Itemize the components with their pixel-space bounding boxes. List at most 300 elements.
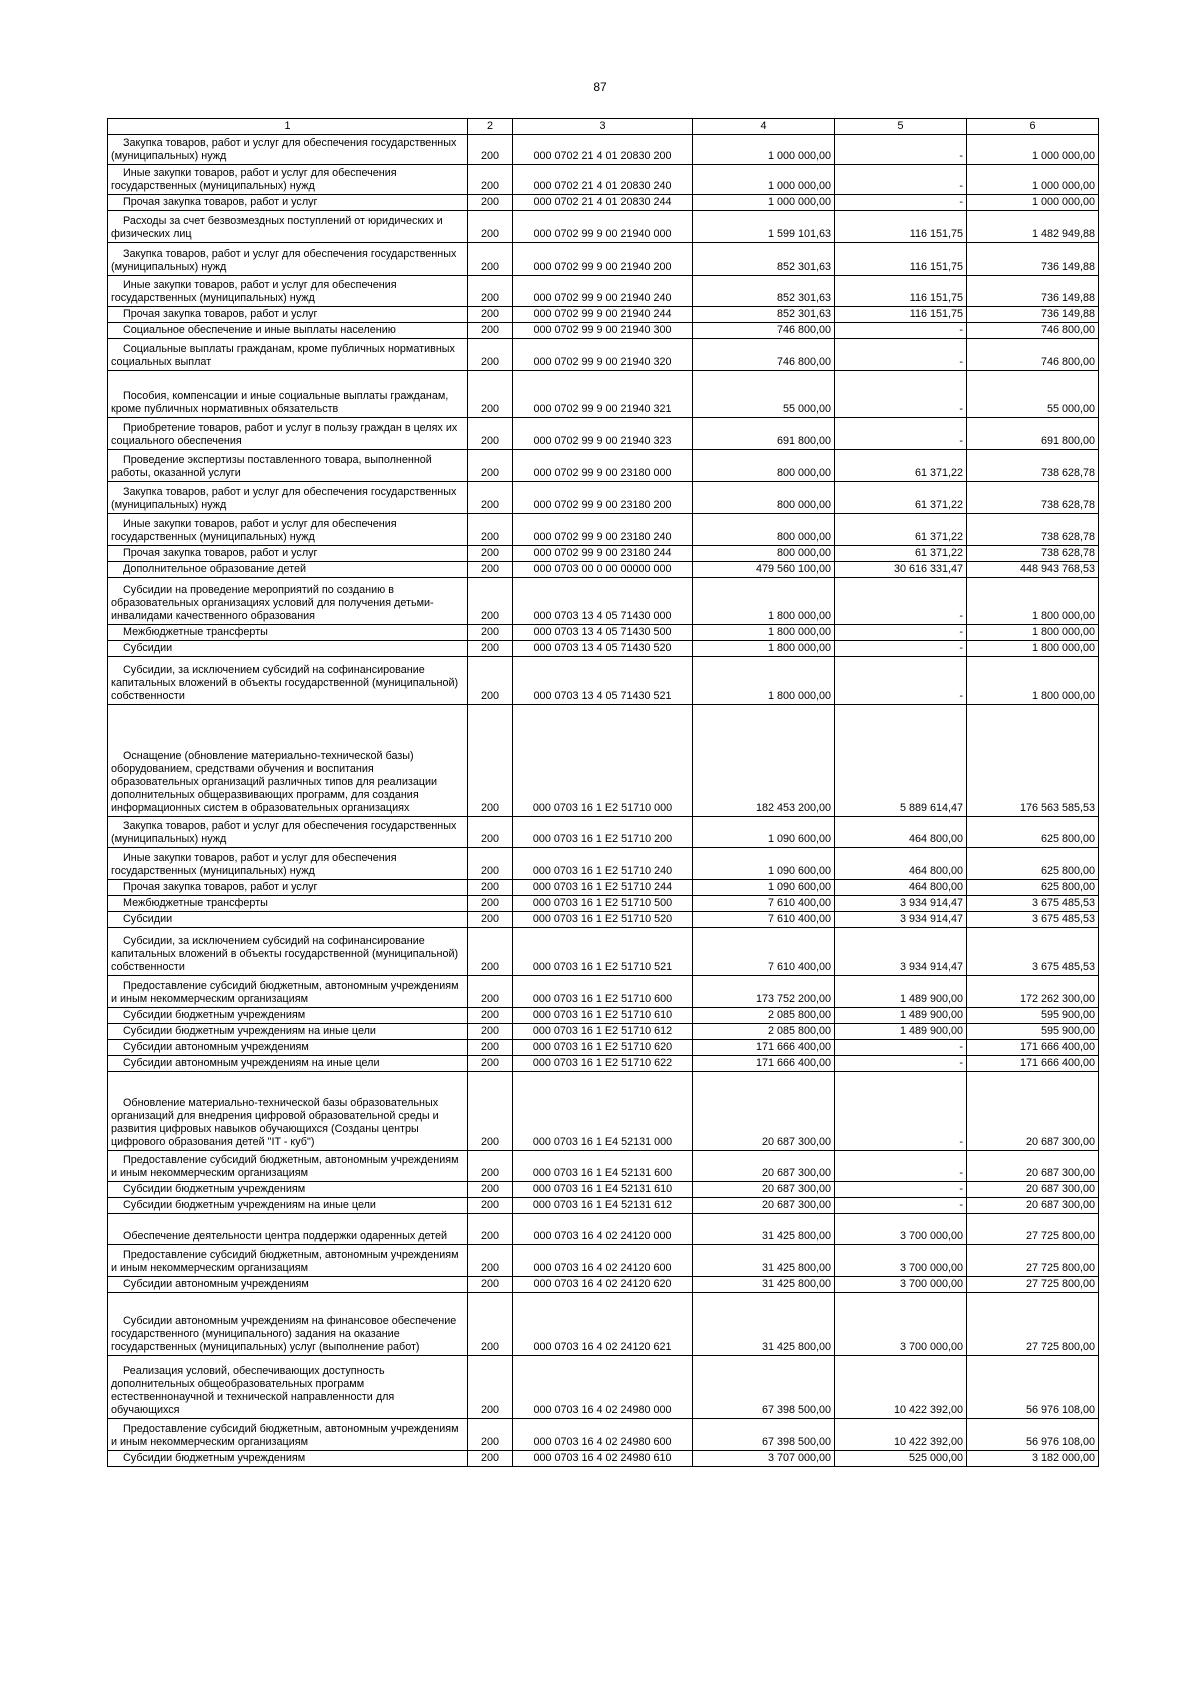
row-name-cell-text: Закупка товаров, работ и услуг для обеспечения государственных (муниципальных) нужд <box>111 137 457 162</box>
row-name-cell <box>108 1277 468 1293</box>
table-row <box>108 976 1099 1008</box>
row-approved-cell <box>693 276 835 307</box>
row-approved-cell <box>693 1056 835 1072</box>
row-name-cell-text: Предоставление субсидий бюджетным, автономным учреждениям и иным некоммерческим организациям <box>111 1423 459 1448</box>
row-remaining-cell <box>967 418 1099 450</box>
row-executed-cell <box>835 243 967 276</box>
row-name-cell-text: Межбюджетные трансферты <box>123 897 268 909</box>
row-grbs-cell-text: 200 <box>480 1230 499 1242</box>
row-executed-cell-text: - <box>959 690 963 702</box>
row-executed-cell-text: - <box>959 150 963 162</box>
row-executed-cell-text: - <box>959 1136 963 1148</box>
row-name-cell-text: Социальное обеспечение и иные выплаты населению <box>123 324 396 336</box>
table-row <box>108 243 1099 276</box>
row-executed-cell-text: - <box>959 356 963 368</box>
row-code-cell-text: 000 0703 16 1 E2 51710 520 <box>532 913 673 925</box>
row-grbs-cell-text: 200 <box>480 1025 499 1037</box>
row-remaining-cell-text: 1 800 000,00 <box>1031 626 1095 638</box>
row-grbs-cell <box>468 1151 513 1182</box>
row-approved-cell <box>693 928 835 976</box>
row-remaining-cell-text: 625 800,00 <box>1040 833 1095 845</box>
row-name-cell <box>108 211 468 243</box>
row-approved-cell-text: 20 687 300,00 <box>761 1199 831 1211</box>
row-code-cell <box>513 1072 693 1151</box>
row-remaining-cell <box>967 1356 1099 1419</box>
row-name-cell-text: Субсидии автономным учреждениям <box>123 1041 309 1053</box>
row-code-cell-text: 000 0703 16 1 E2 51710 600 <box>532 993 673 1005</box>
row-grbs-cell <box>468 339 513 371</box>
row-executed-cell-text: - <box>959 435 963 447</box>
table-row <box>108 1056 1099 1072</box>
row-code-cell <box>513 896 693 912</box>
row-executed-cell-text: 464 800,00 <box>908 881 963 893</box>
table-row <box>108 1451 1099 1467</box>
table-row <box>108 323 1099 339</box>
row-approved-cell <box>693 641 835 657</box>
row-approved-cell <box>693 307 835 323</box>
row-grbs-cell <box>468 1182 513 1198</box>
table-row <box>108 1277 1099 1293</box>
row-executed-cell <box>835 976 967 1008</box>
table-row <box>108 546 1099 562</box>
table-row <box>108 276 1099 307</box>
row-approved-cell <box>693 1072 835 1151</box>
row-executed-cell-text: 5 889 614,47 <box>899 802 963 814</box>
row-name-cell-text: Обеспечение деятельности центра поддержки одаренных детей <box>123 1230 448 1242</box>
row-code-cell-text: 000 0702 99 9 00 21940 000 <box>533 228 672 240</box>
row-remaining-cell <box>967 371 1099 418</box>
row-code-cell <box>513 1277 693 1293</box>
row-code-cell <box>513 1419 693 1451</box>
row-grbs-cell-text: 200 <box>480 1452 499 1464</box>
row-executed-cell-text: - <box>959 180 963 192</box>
row-grbs-cell-text: 200 <box>480 690 499 702</box>
row-remaining-cell-text: 595 900,00 <box>1040 1009 1095 1021</box>
row-code-cell-text: 000 0703 16 1 E4 52131 000 <box>532 1136 673 1148</box>
row-grbs-cell-text: 200 <box>480 1136 499 1148</box>
row-approved-cell-text: 7 610 400,00 <box>767 961 831 973</box>
row-code-cell <box>513 1451 693 1467</box>
row-remaining-cell-text: 625 800,00 <box>1040 881 1095 893</box>
row-executed-cell-text: 3 934 914,47 <box>899 913 963 925</box>
row-name-cell-text: Приобретение товаров, работ и услуг в пользу граждан в целях их социального обеспечения <box>111 422 458 447</box>
row-approved-cell-text: 1 000 000,00 <box>767 196 831 208</box>
row-code-cell-text: 000 0703 16 4 02 24120 000 <box>533 1230 672 1242</box>
row-approved-cell-text: 67 398 500,00 <box>761 1436 831 1448</box>
row-code-cell <box>513 976 693 1008</box>
row-remaining-cell <box>967 211 1099 243</box>
row-remaining-cell-text: 1 000 000,00 <box>1031 196 1095 208</box>
row-grbs-cell-text: 200 <box>480 1041 499 1053</box>
row-executed-cell <box>835 1451 967 1467</box>
row-executed-cell <box>835 848 967 880</box>
row-remaining-cell <box>967 482 1099 514</box>
row-name-cell <box>108 1419 468 1451</box>
row-approved-cell-text: 1 800 000,00 <box>767 642 831 654</box>
row-remaining-cell-text: 20 687 300,00 <box>1025 1183 1095 1195</box>
row-name-cell-text: Проведение экспертизы поставленного товара, выполненной работы, оказанной услуги <box>111 454 432 479</box>
row-grbs-cell-text: 200 <box>480 802 499 814</box>
row-grbs-cell-text: 200 <box>480 1436 499 1448</box>
row-approved-cell-text: 1 090 600,00 <box>767 833 831 845</box>
row-executed-cell-text: 1 489 900,00 <box>899 1009 963 1021</box>
row-code-cell-text: 000 0703 16 1 E2 51710 244 <box>532 881 673 893</box>
row-approved-cell-text: 1 800 000,00 <box>767 690 831 702</box>
row-remaining-cell-text: 625 800,00 <box>1040 865 1095 877</box>
row-approved-cell-text: 852 301,63 <box>776 261 831 273</box>
row-name-cell <box>108 657 468 705</box>
row-name-cell <box>108 165 468 195</box>
row-name-cell-text: Субсидии бюджетным учреждениям <box>123 1452 306 1464</box>
row-name-cell <box>108 307 468 323</box>
row-remaining-cell <box>967 1277 1099 1293</box>
row-approved-cell-text: 55 000,00 <box>782 403 831 415</box>
row-executed-cell <box>835 705 967 817</box>
row-grbs-cell-text: 200 <box>480 865 499 877</box>
table-row <box>108 1419 1099 1451</box>
row-remaining-cell-text: 56 976 108,00 <box>1025 1436 1095 1448</box>
row-name-cell-text: Пособия, компенсации и иные социальные выплаты гражданам, кроме публичных нормативных обязательств <box>111 390 449 415</box>
row-executed-cell <box>835 307 967 323</box>
row-remaining-cell <box>967 243 1099 276</box>
row-executed-cell <box>835 1356 967 1419</box>
row-remaining-cell <box>967 1008 1099 1024</box>
row-approved-cell <box>693 1245 835 1277</box>
row-approved-cell <box>693 1024 835 1040</box>
row-approved-cell-text: 800 000,00 <box>776 547 831 559</box>
row-grbs-cell <box>468 578 513 625</box>
row-executed-cell <box>835 323 967 339</box>
row-remaining-cell-text: 27 725 800,00 <box>1025 1262 1095 1274</box>
row-name-cell <box>108 817 468 848</box>
row-remaining-cell <box>967 135 1099 165</box>
budget-table <box>107 118 1099 1467</box>
header-row <box>108 119 1099 135</box>
row-approved-cell <box>693 896 835 912</box>
row-remaining-cell <box>967 912 1099 928</box>
row-grbs-cell <box>468 976 513 1008</box>
row-executed-cell <box>835 880 967 896</box>
row-code-cell <box>513 482 693 514</box>
row-grbs-cell <box>468 625 513 641</box>
row-grbs-cell <box>468 928 513 976</box>
row-remaining-cell <box>967 276 1099 307</box>
row-name-cell-text: Субсидии бюджетным учреждениям <box>123 1009 306 1021</box>
row-approved-cell-text: 852 301,63 <box>776 308 831 320</box>
row-remaining-cell-text: 738 628,78 <box>1040 467 1095 479</box>
row-grbs-cell <box>468 912 513 928</box>
row-grbs-cell-text: 200 <box>480 531 499 543</box>
row-code-cell-text: 000 0702 99 9 00 23180 240 <box>533 531 672 543</box>
row-grbs-cell-text: 200 <box>480 563 499 575</box>
row-approved-cell-text: 479 560 100,00 <box>755 563 831 575</box>
row-remaining-cell <box>967 323 1099 339</box>
table-row <box>108 514 1099 546</box>
table-row <box>108 1024 1099 1040</box>
row-name-cell-text: Прочая закупка товаров, работ и услуг <box>123 308 318 320</box>
row-code-cell <box>513 641 693 657</box>
row-approved-cell <box>693 482 835 514</box>
row-executed-cell-text: 61 371,22 <box>914 547 963 559</box>
row-code-cell-text: 000 0703 16 1 E2 51710 620 <box>532 1041 673 1053</box>
row-executed-cell <box>835 896 967 912</box>
row-approved-cell <box>693 562 835 578</box>
row-remaining-cell <box>967 657 1099 705</box>
row-code-cell-text: 000 0703 16 4 02 24980 610 <box>533 1452 672 1464</box>
row-executed-cell-text: 3 700 000,00 <box>899 1262 963 1274</box>
row-name-cell <box>108 371 468 418</box>
row-code-cell <box>513 323 693 339</box>
row-approved-cell <box>693 371 835 418</box>
row-grbs-cell <box>468 705 513 817</box>
row-remaining-cell <box>967 1072 1099 1151</box>
row-name-cell-text: Субсидии <box>123 913 173 925</box>
table-row <box>108 880 1099 896</box>
row-name-cell <box>108 1056 468 1072</box>
row-approved-cell <box>693 546 835 562</box>
row-code-cell-text: 000 0703 16 4 02 24980 600 <box>533 1436 672 1448</box>
table-row <box>108 1293 1099 1356</box>
row-grbs-cell-text: 200 <box>480 1167 499 1179</box>
row-remaining-cell-text: 736 149,88 <box>1040 261 1095 273</box>
row-remaining-cell-text: 172 262 300,00 <box>1019 993 1095 1005</box>
row-approved-cell-text: 31 425 800,00 <box>761 1278 831 1290</box>
row-approved-cell <box>693 323 835 339</box>
row-remaining-cell <box>967 339 1099 371</box>
row-code-cell-text: 000 0703 16 1 E4 52131 610 <box>532 1183 673 1195</box>
row-code-cell <box>513 657 693 705</box>
table-row <box>108 817 1099 848</box>
row-approved-cell-text: 2 085 800,00 <box>767 1009 831 1021</box>
row-approved-cell <box>693 657 835 705</box>
row-approved-cell-text: 746 800,00 <box>776 324 831 336</box>
row-grbs-cell-text: 200 <box>480 403 499 415</box>
row-approved-cell-text: 800 000,00 <box>776 467 831 479</box>
row-grbs-cell <box>468 1419 513 1451</box>
row-approved-cell <box>693 1356 835 1419</box>
row-remaining-cell-text: 1 800 000,00 <box>1031 610 1095 622</box>
row-executed-cell-text: - <box>959 1199 963 1211</box>
row-remaining-cell <box>967 848 1099 880</box>
row-grbs-cell <box>468 450 513 482</box>
row-remaining-cell-text: 27 725 800,00 <box>1025 1341 1095 1353</box>
row-name-cell-text: Социальные выплаты гражданам, кроме публичных нормативных социальных выплат <box>111 343 455 368</box>
row-code-cell-text: 000 0702 21 4 01 20830 244 <box>533 196 672 208</box>
row-grbs-cell-text: 200 <box>480 150 499 162</box>
row-code-cell <box>513 578 693 625</box>
row-executed-cell-text: 116 151,75 <box>909 228 963 240</box>
row-code-cell <box>513 1245 693 1277</box>
row-name-cell <box>108 1198 468 1214</box>
table-row <box>108 418 1099 450</box>
row-remaining-cell-text: 736 149,88 <box>1040 292 1095 304</box>
row-remaining-cell <box>967 578 1099 625</box>
row-grbs-cell <box>468 371 513 418</box>
row-remaining-cell-text: 20 687 300,00 <box>1025 1167 1095 1179</box>
row-approved-cell-text: 31 425 800,00 <box>761 1341 831 1353</box>
row-executed-cell-text: 116 151,75 <box>909 292 963 304</box>
page-number: 87 <box>593 80 607 94</box>
table-row <box>108 371 1099 418</box>
row-approved-cell <box>693 625 835 641</box>
row-name-cell-text: Закупка товаров, работ и услуг для обеспечения государственных (муниципальных) нужд <box>111 248 457 273</box>
row-code-cell-text: 000 0703 00 0 00 00000 000 <box>533 563 672 575</box>
row-approved-cell-text: 1 800 000,00 <box>767 610 831 622</box>
row-name-cell-text: Обновление материально-технической базы образовательных организаций для внедрения цифровой образовательной среды и развития цифровых навыков обучающихся (Созданы центры цифрового образования детей "IT - куб") <box>111 1097 439 1148</box>
row-code-cell <box>513 1198 693 1214</box>
row-code-cell-text: 000 0702 99 9 00 21940 200 <box>533 261 672 273</box>
row-approved-cell <box>693 912 835 928</box>
row-grbs-cell-text: 200 <box>480 228 499 240</box>
row-remaining-cell <box>967 1419 1099 1451</box>
row-name-cell <box>108 1008 468 1024</box>
row-executed-cell <box>835 912 967 928</box>
row-code-cell-text: 000 0703 16 1 E2 51710 521 <box>532 961 673 973</box>
row-code-cell-text: 000 0703 13 4 05 71430 000 <box>533 610 672 622</box>
row-name-cell <box>108 135 468 165</box>
table-row <box>108 578 1099 625</box>
table-row <box>108 339 1099 371</box>
column-header-1: 1 <box>108 119 468 135</box>
row-approved-cell <box>693 1277 835 1293</box>
row-executed-cell <box>835 562 967 578</box>
row-grbs-cell-text: 200 <box>480 1278 499 1290</box>
row-grbs-cell-text: 200 <box>480 1199 499 1211</box>
row-code-cell-text: 000 0702 99 9 00 21940 240 <box>533 292 672 304</box>
row-approved-cell-text: 800 000,00 <box>776 531 831 543</box>
row-name-cell <box>108 1245 468 1277</box>
row-name-cell-text: Субсидии автономным учреждениям <box>123 1278 309 1290</box>
row-grbs-cell <box>468 1072 513 1151</box>
row-name-cell <box>108 1356 468 1419</box>
row-remaining-cell <box>967 195 1099 211</box>
row-name-cell-text: Субсидии бюджетным учреждениям <box>123 1183 306 1195</box>
table-row <box>108 625 1099 641</box>
table-row <box>108 307 1099 323</box>
row-name-cell-text: Субсидии, за исключением субсидий на софинансирование капитальных вложений в объекты государственной (муниципальной) собственности <box>111 664 459 702</box>
row-executed-cell <box>835 1056 967 1072</box>
row-grbs-cell <box>468 641 513 657</box>
column-header-4: 4 <box>693 119 835 135</box>
row-remaining-cell <box>967 165 1099 195</box>
row-remaining-cell-text: 448 943 768,53 <box>1019 563 1095 575</box>
row-remaining-cell <box>967 880 1099 896</box>
row-grbs-cell <box>468 1356 513 1419</box>
row-executed-cell-text: 3 700 000,00 <box>899 1230 963 1242</box>
row-name-cell <box>108 276 468 307</box>
row-remaining-cell <box>967 817 1099 848</box>
row-executed-cell-text: 3 934 914,47 <box>899 897 963 909</box>
row-code-cell <box>513 514 693 546</box>
row-executed-cell <box>835 625 967 641</box>
table-header <box>108 119 1099 135</box>
row-code-cell <box>513 276 693 307</box>
row-executed-cell-text: - <box>959 1041 963 1053</box>
row-remaining-cell-text: 3 182 000,00 <box>1031 1452 1095 1464</box>
row-executed-cell-text: 61 371,22 <box>914 467 963 479</box>
row-name-cell <box>108 928 468 976</box>
row-grbs-cell <box>468 195 513 211</box>
row-grbs-cell-text: 200 <box>480 913 499 925</box>
row-remaining-cell <box>967 546 1099 562</box>
table-row <box>108 1072 1099 1151</box>
row-remaining-cell-text: 1 000 000,00 <box>1031 150 1095 162</box>
row-grbs-cell <box>468 1040 513 1056</box>
row-executed-cell <box>835 1182 967 1198</box>
row-remaining-cell <box>967 514 1099 546</box>
row-approved-cell <box>693 195 835 211</box>
row-name-cell <box>108 912 468 928</box>
row-grbs-cell <box>468 1293 513 1356</box>
row-name-cell <box>108 705 468 817</box>
row-remaining-cell <box>967 641 1099 657</box>
row-remaining-cell <box>967 307 1099 323</box>
row-name-cell-text: Предоставление субсидий бюджетным, автономным учреждениям и иным некоммерческим организациям <box>111 980 459 1005</box>
table-row <box>108 928 1099 976</box>
row-remaining-cell-text: 20 687 300,00 <box>1025 1136 1095 1148</box>
row-approved-cell <box>693 578 835 625</box>
column-header-6: 6 <box>967 119 1099 135</box>
row-name-cell-text: Прочая закупка товаров, работ и услуг <box>123 547 318 559</box>
row-approved-cell <box>693 1040 835 1056</box>
row-remaining-cell <box>967 1040 1099 1056</box>
row-approved-cell <box>693 135 835 165</box>
row-name-cell <box>108 625 468 641</box>
row-executed-cell <box>835 339 967 371</box>
row-name-cell-text: Субсидии, за исключением субсидий на софинансирование капитальных вложений в объекты государственной (муниципальной) собственности <box>111 935 459 973</box>
row-grbs-cell-text: 200 <box>480 881 499 893</box>
row-remaining-cell-text: 746 800,00 <box>1040 356 1095 368</box>
row-grbs-cell <box>468 1024 513 1040</box>
row-approved-cell-text: 2 085 800,00 <box>767 1025 831 1037</box>
row-grbs-cell <box>468 243 513 276</box>
row-name-cell-text: Предоставление субсидий бюджетным, автономным учреждениям и иным некоммерческим организациям <box>111 1249 459 1274</box>
row-code-cell <box>513 243 693 276</box>
row-name-cell <box>108 243 468 276</box>
row-name-cell-text: Субсидии на проведение мероприятий по созданию в образовательных организациях условий для получения детьми-инвалидами качественного образования <box>111 584 434 622</box>
row-grbs-cell <box>468 418 513 450</box>
row-code-cell-text: 000 0702 99 9 00 21940 244 <box>533 308 672 320</box>
row-executed-cell-text: - <box>959 610 963 622</box>
row-executed-cell-text: - <box>959 403 963 415</box>
row-approved-cell-text: 31 425 800,00 <box>761 1230 831 1242</box>
row-code-cell-text: 000 0703 13 4 05 71430 500 <box>533 626 672 638</box>
table-row <box>108 1214 1099 1245</box>
row-approved-cell-text: 7 610 400,00 <box>767 913 831 925</box>
row-approved-cell <box>693 450 835 482</box>
row-executed-cell <box>835 1198 967 1214</box>
row-remaining-cell-text: 176 563 585,53 <box>1019 802 1095 814</box>
row-code-cell-text: 000 0703 16 1 E4 52131 612 <box>532 1199 673 1211</box>
row-approved-cell-text: 1 000 000,00 <box>767 180 831 192</box>
row-code-cell-text: 000 0702 99 9 00 21940 321 <box>533 403 672 415</box>
row-name-cell <box>108 896 468 912</box>
row-approved-cell-text: 31 425 800,00 <box>761 1262 831 1274</box>
row-approved-cell-text: 1 000 000,00 <box>767 150 831 162</box>
row-code-cell-text: 000 0703 16 1 E2 51710 500 <box>532 897 673 909</box>
row-name-cell <box>108 880 468 896</box>
row-remaining-cell-text: 3 675 485,53 <box>1031 961 1095 973</box>
row-remaining-cell-text: 595 900,00 <box>1040 1025 1095 1037</box>
row-grbs-cell <box>468 211 513 243</box>
row-code-cell <box>513 165 693 195</box>
row-grbs-cell-text: 200 <box>480 499 499 511</box>
row-code-cell-text: 000 0702 99 9 00 23180 000 <box>533 467 672 479</box>
row-code-cell-text: 000 0703 16 4 02 24120 600 <box>533 1262 672 1274</box>
row-name-cell <box>108 1040 468 1056</box>
row-remaining-cell-text: 1 000 000,00 <box>1031 180 1095 192</box>
row-approved-cell <box>693 705 835 817</box>
